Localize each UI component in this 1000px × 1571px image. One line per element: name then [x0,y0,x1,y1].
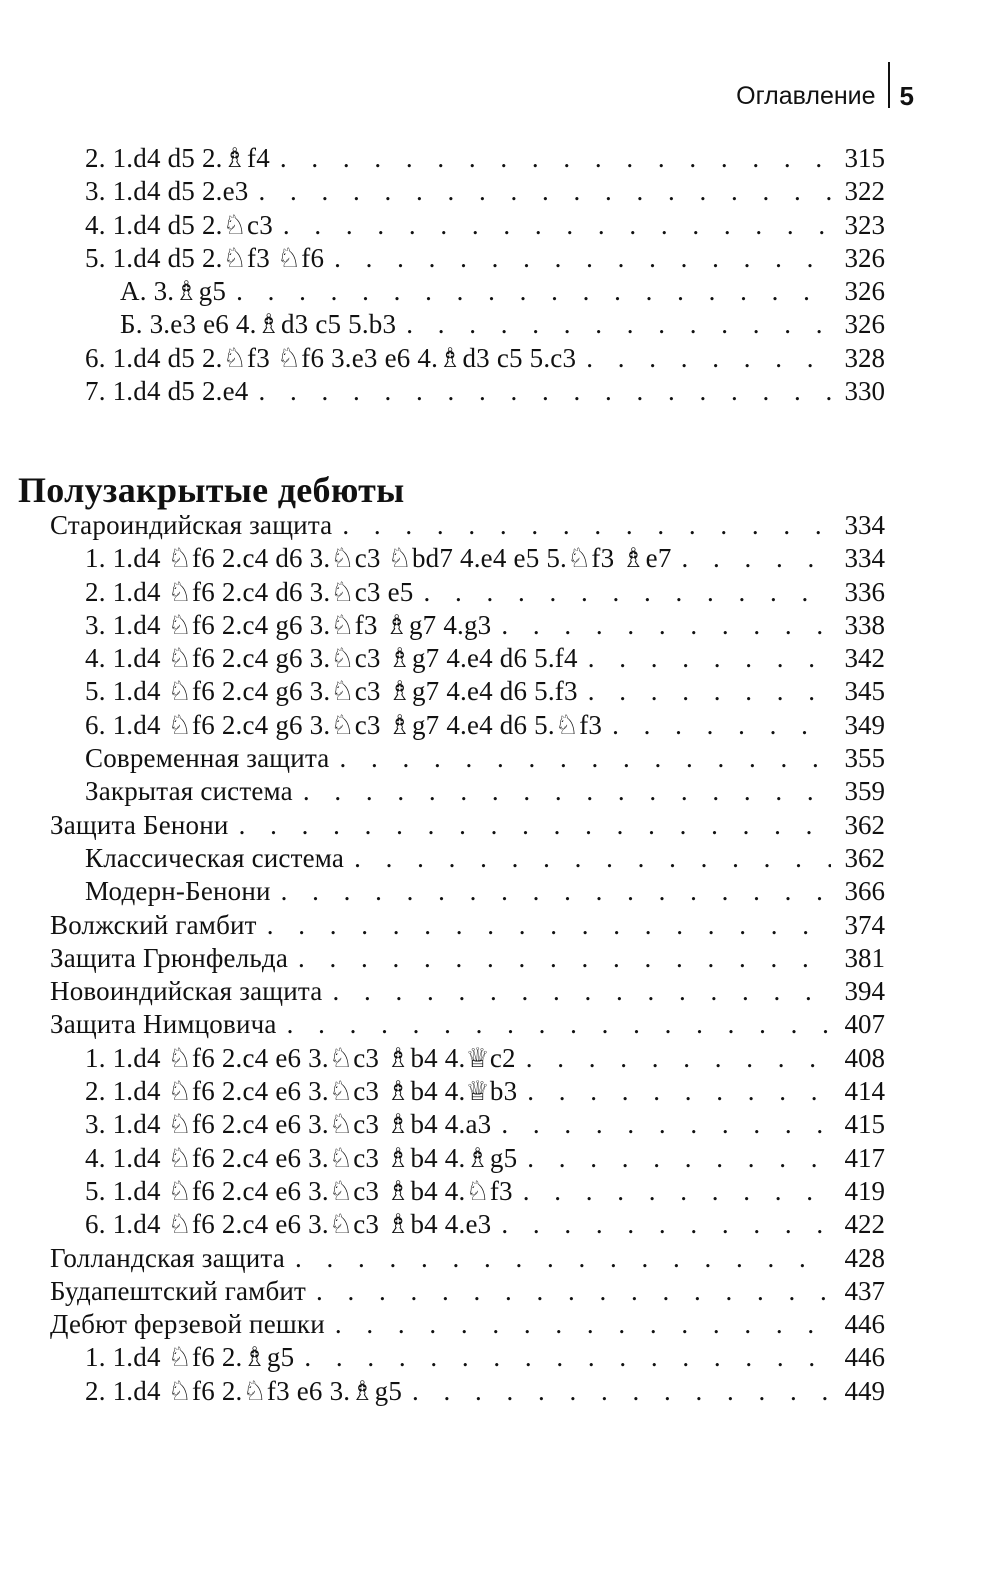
part-title: Полузакрытые дебюты [18,470,405,510]
toc-entry-page: 334 [844,543,885,574]
toc-dot-leader [304,1341,831,1374]
toc-entry-title: 2. 1.d4 d5 2.♗f4 [85,143,270,173]
toc-entry[interactable] [0,1242,1000,1275]
toc-dot-leader [406,308,831,341]
toc-entry-page: 336 [844,576,885,607]
toc-entry-page: 326 [844,242,885,273]
toc-entry-page: 422 [844,1209,885,1240]
toc-entry[interactable] [0,875,1000,908]
toc-entry[interactable] [0,342,1000,375]
toc-dot-leader [586,342,831,375]
toc-dot-leader [527,1075,831,1108]
toc-dot-leader [334,242,831,275]
toc-entry-title: 3. 1.d4 ♘f6 2.c4 e6 3.♘c3 ♗b4 4.a3 [85,1109,492,1140]
toc-entry-page: 449 [844,1375,885,1406]
toc-dot-leader [332,975,831,1008]
toc-entry-title: Защита Грюнфельда [50,942,289,973]
toc-entry[interactable] [0,842,1000,875]
toc-dot-leader [412,1375,831,1408]
toc-entry[interactable] [0,1075,1000,1108]
toc-entry[interactable] [0,275,1000,308]
toc-dot-leader [298,942,831,975]
toc-entry[interactable] [0,1308,1000,1341]
toc-dot-leader [258,375,831,408]
toc-entry-title: Модерн-Бенони [85,876,271,907]
toc-entry-title: 3. 1.d4 ♘f6 2.c4 g6 3.♘f3 ♗g7 4.g3 [85,609,492,640]
toc-entry-title: 4. 1.d4 d5 2.♘c3 [85,209,273,240]
toc-entry-title: Староиндийская защита [50,510,333,540]
toc-entry[interactable] [0,1275,1000,1308]
page-number: 5 [899,80,914,111]
toc-dot-leader [527,1142,831,1175]
running-head-section: Оглавление [736,81,876,110]
toc-entry-title: Новоиндийская защита [50,976,323,1007]
toc-entry-title: А. 3.♗g5 [120,276,227,307]
toc-entry-page: 437 [844,1275,885,1306]
toc-entry-page: 428 [844,1242,885,1273]
toc-entry[interactable] [0,1042,1000,1075]
toc-entry-page: 338 [844,609,885,640]
toc-entry[interactable] [0,809,1000,842]
toc-entry[interactable] [0,642,1000,675]
toc-entry-page: 446 [844,1342,885,1373]
toc-entry-title: Классическая система [85,842,345,873]
toc-entry-title: 2. 1.d4 ♘f6 2.c4 e6 3.♘c3 ♗b4 4.♕b3 [85,1076,518,1107]
toc-dot-leader [588,642,831,675]
toc-dot-leader [283,209,831,242]
toc-dot-leader [295,1242,831,1275]
toc-entry[interactable] [0,308,1000,341]
toc-entry[interactable] [0,775,1000,808]
toc-entry-page: 322 [844,176,885,207]
toc-dot-leader [354,842,831,875]
toc-entry-page: 342 [844,643,885,674]
toc-dot-leader [287,1008,831,1041]
toc-entry[interactable] [0,742,1000,775]
toc-entry-page: 362 [844,842,885,873]
toc-entry[interactable] [0,675,1000,708]
toc-entry-page: 345 [844,676,885,707]
running-head [736,76,914,116]
toc-entry[interactable] [0,576,1000,609]
toc-entry-page: 417 [844,1142,885,1173]
toc-entry-page: 323 [844,209,885,240]
toc-entry[interactable] [0,142,1000,175]
toc-entry-title: 3. 1.d4 d5 2.e3 [85,176,249,207]
toc-dot-leader [342,509,831,542]
toc-entry-title: 2. 1.d4 ♘f6 2.♘f3 e6 3.♗g5 [85,1375,403,1406]
toc-dot-leader [236,275,831,308]
toc-entry-page: 394 [844,976,885,1007]
toc-entry[interactable] [0,1108,1000,1141]
toc-entry-page: 355 [844,743,885,774]
toc-dot-leader [526,1042,831,1075]
toc-entry-title: 1. 1.d4 ♘f6 2.c4 e6 3.♘c3 ♗b4 4.♕c2 [85,1042,516,1073]
toc-entry-title: Будапештский гамбит [50,1275,307,1306]
toc-entry-page: 374 [844,909,885,940]
toc-entry-page: 328 [844,342,885,373]
toc-entry-title: Дебют ферзевой пешки [50,1309,325,1340]
toc-entry[interactable] [0,542,1000,575]
toc-entry-page: 419 [844,1175,885,1206]
toc-dot-leader [523,1175,831,1208]
toc-entry[interactable] [0,242,1000,275]
toc-entry-title: 6. 1.d4 ♘f6 2.c4 g6 3.♘c3 ♗g7 4.e4 d6 5.♘f3 [85,709,603,740]
toc-entry-page: 315 [844,143,885,173]
toc-entry-page: 330 [844,376,885,407]
toc-entry-title: Волжский гамбит [50,909,257,940]
toc-entry[interactable] [0,709,1000,742]
toc-dot-leader [501,1208,831,1241]
toc-entry-title: 5. 1.d4 d5 2.♘f3 ♘f6 [85,242,325,273]
toc-entry[interactable] [0,375,1000,408]
toc-entry[interactable] [0,1175,1000,1208]
toc-entry[interactable] [0,1142,1000,1175]
toc-entry-title: 6. 1.d4 d5 2.♘f3 ♘f6 3.e3 e6 4.♗d3 c5 5.c3 [85,342,577,373]
toc-dot-leader [267,909,831,942]
toc-dot-leader [303,775,831,808]
toc-entry-page: 334 [844,510,885,540]
toc-part-section [0,509,1000,1408]
toc-entry[interactable] [0,1208,1000,1241]
toc-entry-page: 326 [844,276,885,307]
toc-entry-page: 349 [844,709,885,740]
toc-dot-leader [280,142,831,175]
toc-entry[interactable] [0,975,1000,1008]
toc-dot-leader [316,1275,831,1308]
toc-entry-page: 415 [844,1109,885,1140]
toc-entry-title: 6. 1.d4 ♘f6 2.c4 e6 3.♘c3 ♗b4 4.e3 [85,1209,492,1240]
toc-entry-page: 414 [844,1076,885,1107]
toc-entry-title: Голландская защита [50,1242,285,1273]
toc-entry-page: 326 [844,309,885,340]
toc-entry-page: 359 [844,776,885,807]
toc-dot-leader [339,742,831,775]
toc-entry[interactable] [0,1375,1000,1408]
toc-entry-page: 446 [844,1309,885,1340]
toc-dot-leader [423,576,831,609]
toc-dot-leader [501,1108,831,1141]
toc-entry[interactable] [0,1008,1000,1041]
toc-entry[interactable] [0,609,1000,642]
toc-entry-title: 2. 1.d4 ♘f6 2.c4 d6 3.♘c3 e5 [85,576,414,607]
toc-continued-section [0,142,1000,408]
toc-dot-leader [258,175,831,208]
toc-dot-leader [239,809,831,842]
toc-entry-title: 5. 1.d4 ♘f6 2.c4 e6 3.♘c3 ♗b4 4.♘f3 [85,1175,513,1206]
toc-entry-page: 407 [844,1009,885,1040]
toc-entry[interactable] [0,175,1000,208]
toc-entry-title: 5. 1.d4 ♘f6 2.c4 g6 3.♘c3 ♗g7 4.e4 d6 5.f3 [85,676,578,707]
toc-dot-leader [612,709,831,742]
toc-dot-leader [281,875,831,908]
toc-entry-page: 408 [844,1042,885,1073]
toc-entry-title: Защита Бенони [50,809,229,840]
toc-entry-title: 4. 1.d4 ♘f6 2.c4 e6 3.♘c3 ♗b4 4.♗g5 [85,1142,518,1173]
toc-entry[interactable] [0,1341,1000,1374]
toc-entry[interactable] [0,942,1000,975]
toc-entry-title: Б. 3.e3 e6 4.♗d3 c5 5.b3 [120,309,397,340]
toc-entry-title: Защита Нимцовича [50,1009,277,1040]
toc-entry-title: Закрытая система [85,776,293,807]
toc-entry-page: 366 [844,876,885,907]
toc-dot-leader [682,542,831,575]
toc-entry[interactable] [0,209,1000,242]
toc-dot-leader [501,609,831,642]
toc-entry-title: 1. 1.d4 ♘f6 2.♗g5 [85,1342,295,1373]
toc-dot-leader [588,675,831,708]
toc-entry-title: Современная защита [85,743,330,774]
toc-entry-page: 362 [844,809,885,840]
toc-entry[interactable] [0,909,1000,942]
toc-entry-title: 1. 1.d4 ♘f6 2.c4 d6 3.♘c3 ♘bd7 4.e4 e5 5.♘f3 ♗e7 [85,543,672,574]
toc-entry-page: 381 [844,942,885,973]
toc-entry-title: 7. 1.d4 d5 2.e4 [85,376,249,407]
toc-dot-leader [335,1308,831,1341]
toc-entry[interactable] [0,509,1000,542]
toc-entry-title: 4. 1.d4 ♘f6 2.c4 g6 3.♘c3 ♗g7 4.e4 d6 5.f4 [85,643,578,674]
